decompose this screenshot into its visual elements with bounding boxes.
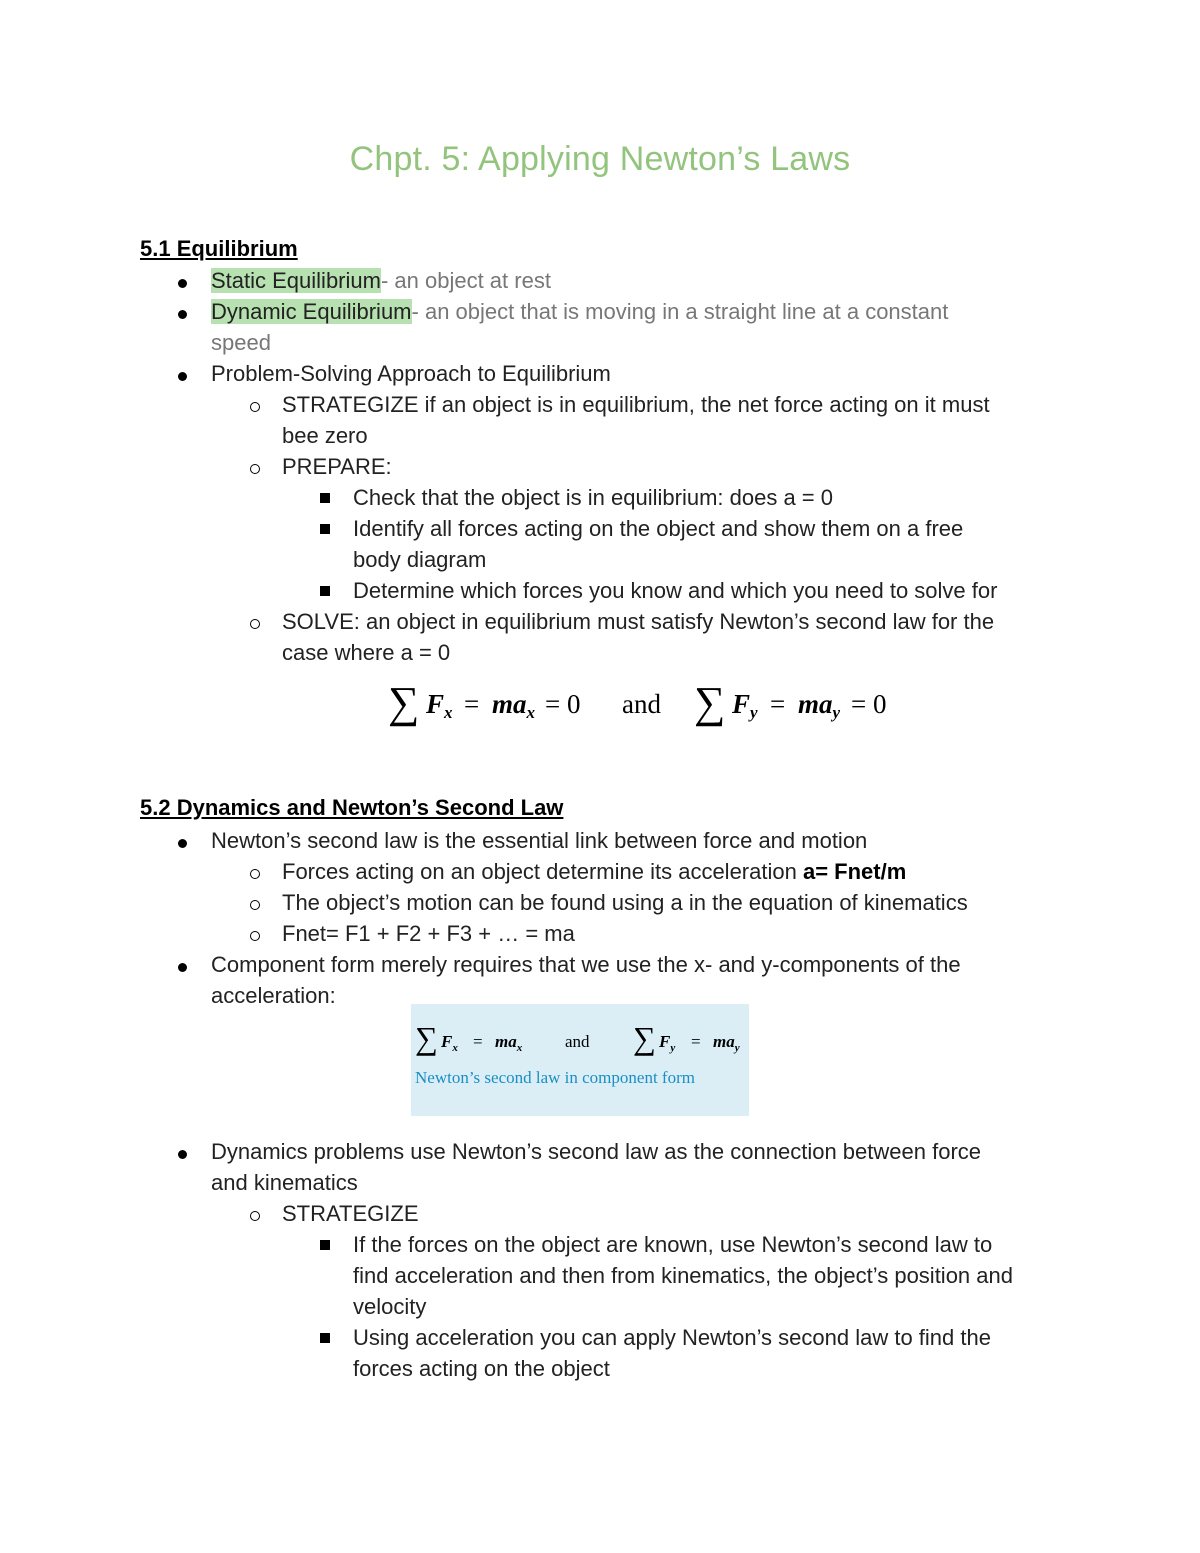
formula-bold: a= Fnet/m bbox=[802, 859, 907, 884]
highlight-term: Static Equilibrium bbox=[211, 268, 381, 293]
bullet-square bbox=[320, 1240, 330, 1250]
list-item-solve-cont: case where a = 0 bbox=[282, 640, 451, 665]
section-heading-dynamics: 5.2 Dynamics and Newton’s Second Law bbox=[140, 795, 564, 820]
bullet-circle bbox=[250, 869, 260, 879]
list-item-using-acceleration-cont: forces acting on the object bbox=[353, 1356, 610, 1381]
list-item-prepare: PREPARE: bbox=[282, 454, 392, 479]
equation-zero: = 0 bbox=[545, 689, 581, 719]
list-item-forces-known-cont: velocity bbox=[353, 1294, 427, 1319]
figure-equation: ∑ $F_x$ = $ma_x$ and ∑ $F_y$ = $ma_y$ bbox=[415, 1020, 740, 1056]
equation-zero: = 0 bbox=[851, 689, 887, 719]
component-form-figure bbox=[411, 1004, 749, 1116]
bullet-circle bbox=[250, 900, 260, 910]
bullet-square bbox=[320, 1333, 330, 1343]
bullet-disc bbox=[178, 963, 187, 972]
bullet-disc bbox=[178, 839, 187, 848]
equilibrium-equation bbox=[388, 678, 908, 735]
list-item-fnet: Fnet= F1 + F2 + F3 + … = ma bbox=[282, 921, 575, 946]
list-item-strategize-cont: bee zero bbox=[282, 423, 368, 448]
list-item-prep-1: Check that the object is in equilibrium: does a = 0 bbox=[353, 485, 833, 510]
list-item-dynamics-problems-cont: and kinematics bbox=[211, 1170, 358, 1195]
list-item-prep-2: Identify all forces acting on the object and show them on a free bbox=[353, 516, 964, 541]
bullet-disc bbox=[178, 310, 187, 319]
equation-equals: = bbox=[770, 689, 786, 719]
list-item-motion: The object’s motion can be found using a in the equation of kinematics bbox=[282, 890, 968, 915]
section-heading-equilibrium: 5.1 Equilibrium bbox=[140, 236, 298, 261]
bullet-disc bbox=[178, 1150, 187, 1159]
equation-term: $ma_y$ bbox=[798, 689, 841, 722]
list-item-component-form: Component form merely requires that we use the x- and y-components of the bbox=[211, 952, 961, 977]
bullet-square bbox=[320, 524, 330, 534]
bullet-disc bbox=[178, 372, 187, 381]
list-item-prep-2-cont: body diagram bbox=[353, 547, 487, 572]
list-item-solve: SOLVE: an object in equilibrium must satisfy Newton’s second law for the bbox=[282, 609, 995, 634]
list-item-strategize-2: STRATEGIZE bbox=[282, 1201, 419, 1226]
list-item-component-form-cont: acceleration: bbox=[211, 983, 336, 1008]
bullet-circle bbox=[250, 402, 260, 412]
list-item-approach: Problem-Solving Approach to Equilibrium bbox=[211, 361, 611, 386]
equation-equals: = bbox=[464, 689, 480, 719]
list-item-prep-3: Determine which forces you know and which you need to solve for bbox=[353, 578, 998, 603]
document-title: Chpt. 5: Applying Newton’s Laws bbox=[349, 140, 851, 178]
bullet-circle bbox=[250, 619, 260, 629]
list-item-forces-known: If the forces on the object are known, use Newton’s second law to bbox=[353, 1232, 993, 1257]
equation-term: $F_y$ bbox=[732, 689, 758, 722]
list-item-static-equilibrium bbox=[211, 265, 551, 296]
list-item-strategize: STRATEGIZE if an object is in equilibrium, the net force acting on it must bbox=[282, 392, 990, 417]
figure-and: and bbox=[565, 1032, 590, 1051]
list-item-dynamics-problems: Dynamics problems use Newton’s second law as the connection between force bbox=[211, 1139, 981, 1164]
bullet-circle bbox=[250, 1211, 260, 1221]
equation-term: $F_x$ bbox=[426, 689, 453, 722]
definition-text: - an object at rest bbox=[380, 268, 551, 293]
equation-and: and bbox=[622, 689, 661, 719]
equation-term: $ma_x$ bbox=[492, 689, 536, 722]
bullet-square bbox=[320, 586, 330, 596]
highlight-term: Dynamic Equilibrium bbox=[211, 299, 412, 324]
bullet-square bbox=[320, 493, 330, 503]
bullet-disc bbox=[178, 279, 187, 288]
bullet-circle bbox=[250, 464, 260, 474]
list-item-second-law: Newton’s second law is the essential link between force and motion bbox=[211, 828, 868, 853]
bullet-circle bbox=[250, 931, 260, 941]
list-item-forces-known-cont: find acceleration and then from kinematics, the object’s position and bbox=[353, 1263, 1013, 1288]
list-item-forces: Forces acting on an object determine its acceleration a= Fnet/m bbox=[282, 859, 907, 884]
definition-text: - an object that is moving in a straight line at a constant bbox=[411, 299, 949, 324]
figure-caption: Newton’s second law in component form bbox=[415, 1068, 695, 1087]
list-item-dynamic-equilibrium bbox=[211, 296, 948, 327]
list-item-using-acceleration: Using acceleration you can apply Newton’s second law to find the bbox=[353, 1325, 991, 1350]
sigma-symbol: ∑ bbox=[694, 678, 726, 727]
sigma-symbol: ∑ bbox=[388, 678, 420, 727]
definition-text-cont: speed bbox=[211, 330, 271, 355]
